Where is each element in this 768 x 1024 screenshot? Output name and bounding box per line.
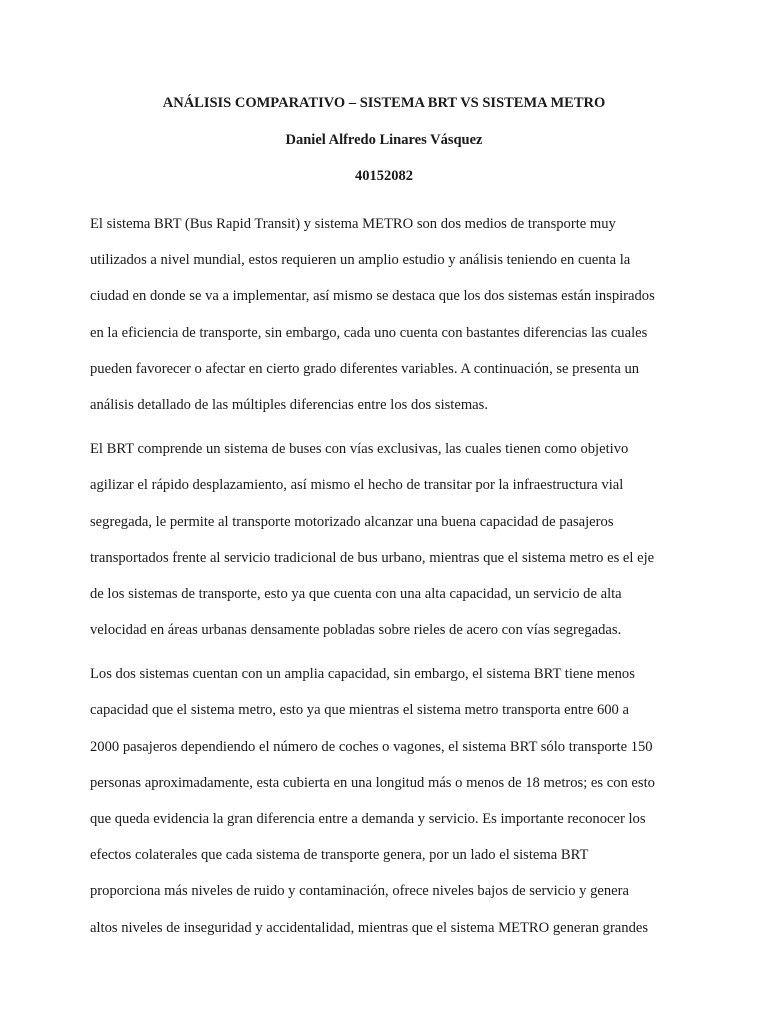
student-code: 40152082 bbox=[355, 168, 413, 184]
text-line: pueden favorecer o afectar en cierto grado diferentes variables. A continuación, se presenta un bbox=[90, 360, 640, 377]
text-line: proporciona más niveles de ruido y contaminación, ofrece niveles bajos de servicio y genera bbox=[90, 883, 629, 900]
author-name: Daniel Alfredo Linares Vásquez bbox=[285, 132, 483, 148]
document-title: ANÁLISIS COMPARATIVO – SISTEMA BRT VS SISTEMA METRO bbox=[162, 95, 606, 111]
text-line: utilizados a nivel mundial, estos requieren un amplio estudio y análisis teniendo en cuenta la bbox=[90, 252, 631, 269]
text-line: ciudad en donde se va a implementar, así mismo se destaca que los dos sistemas están inspirados bbox=[90, 288, 655, 305]
paragraph-2 bbox=[90, 431, 690, 648]
text-line: de los sistemas de transporte, esto ya que cuenta con una alta capacidad, un servicio de alta bbox=[90, 585, 622, 602]
text-line: 2000 pasajeros dependiendo el número de coches o vagones, el sistema BRT sólo transporte 150 bbox=[90, 738, 653, 755]
text-line: Los dos sistemas cuentan con un amplia capacidad, sin embargo, el sistema BRT tiene menos bbox=[90, 666, 635, 683]
paragraph-3 bbox=[90, 656, 690, 946]
document-body bbox=[90, 206, 690, 954]
paragraph-1 bbox=[90, 206, 690, 423]
text-line: personas aproximadamente, esta cubierta en una longitud más o menos de 18 metros; es con esto bbox=[90, 774, 655, 791]
text-line: El sistema BRT (Bus Rapid Transit) y sistema METRO son dos medios de transporte muy bbox=[90, 216, 616, 232]
text-line: que queda evidencia la gran diferencia entre a demanda y servicio. Es importante reconocer los bbox=[90, 811, 646, 827]
text-line: velocidad en áreas urbanas densamente pobladas sobre rieles de acero con vías segregadas. bbox=[90, 622, 622, 639]
text-line: análisis detallado de las múltiples diferencias entre los dos sistemas. bbox=[90, 396, 488, 413]
text-line: segregada, le permite al transporte motorizado alcanzar una buena capacidad de pasajeros bbox=[90, 513, 614, 530]
text-line: agilizar el rápido desplazamiento, así mismo el hecho de transitar por la infraestructura vial bbox=[90, 477, 624, 494]
text-line: altos niveles de inseguridad y accidentalidad, mientras que el sistema METRO generan grandes bbox=[90, 919, 649, 936]
text-line: efectos colaterales que cada sistema de transporte genera, por un lado el sistema BRT bbox=[90, 847, 589, 864]
text-line: capacidad que el sistema metro, esto ya que mientras el sistema metro transporta entre 600 a bbox=[90, 702, 629, 719]
text-line: El BRT comprende un sistema de buses con vías exclusivas, las cuales tienen como objetivo bbox=[90, 441, 629, 458]
text-line: transportados frente al servicio tradicional de bus urbano, mientras que el sistema metro es el eje bbox=[90, 549, 655, 566]
text-line: en la eficiencia de transporte, sin embargo, cada uno cuenta con bastantes diferencias las cuales bbox=[90, 324, 648, 341]
